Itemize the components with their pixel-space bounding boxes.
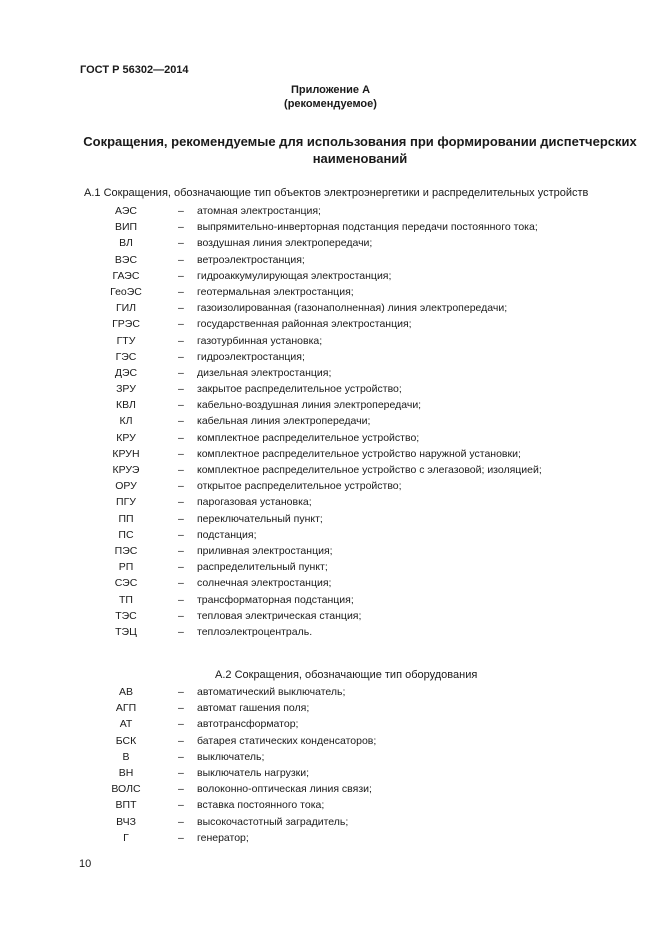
abbreviation-description: кабельно-воздушная линия электропередачи; — [197, 399, 422, 412]
abbreviation-description: комплектное распределительное устройство наружной установки; — [197, 447, 521, 460]
abbreviation: ВЭС — [114, 253, 138, 266]
abbreviation-description: комплектное распределительное устройство; — [197, 431, 420, 444]
annex-subtitle: (рекомендуемое) — [284, 98, 377, 110]
list-item — [0, 559, 661, 575]
list-item — [0, 830, 661, 846]
main-title: Сокращения, рекомендуемые для использования при формировании диспетчерских наименований — [83, 134, 637, 166]
list-item — [0, 316, 661, 332]
dash-separator: – — [178, 561, 184, 574]
abbreviation: ВИП — [114, 221, 138, 234]
abbreviation: ВПТ — [115, 799, 137, 812]
dash-separator: – — [178, 496, 184, 509]
dash-separator: – — [178, 544, 184, 557]
dash-separator: – — [178, 512, 184, 525]
list-item — [0, 527, 661, 543]
abbreviation-description: батарея статических конденсаторов; — [197, 734, 377, 747]
list-item — [0, 284, 661, 300]
abbreviation: КЛ — [119, 415, 133, 428]
dash-separator: – — [178, 383, 184, 396]
dash-separator: – — [178, 734, 184, 747]
abbreviation: ГТУ — [116, 334, 136, 347]
list-item — [0, 203, 661, 219]
abbreviation-description: трансформаторная подстанция; — [197, 593, 354, 606]
dash-separator: – — [178, 783, 184, 796]
abbreviation-description: газотурбинная установка; — [197, 334, 323, 347]
abbreviation: ГИЛ — [115, 302, 137, 315]
list-item — [0, 268, 661, 284]
abbreviation-description: открытое распределительное устройство; — [197, 480, 402, 493]
abbreviation: В — [122, 750, 130, 763]
list-item — [0, 814, 661, 830]
abbreviation-description: теплоэлектроцентраль. — [197, 625, 313, 638]
dash-separator: – — [178, 815, 184, 828]
abbreviation-description: выключатель; — [197, 750, 265, 763]
abbreviation: КРУН — [112, 447, 140, 460]
abbreviation: ПЭС — [114, 544, 138, 557]
abbreviation: ПП — [118, 512, 134, 525]
section-heading-a1: А.1 Сокращения, обозначающие тип объектов электроэнергетики и распределительных устройств — [84, 187, 589, 199]
abbreviation-description: приливная электростанция; — [197, 544, 333, 557]
abbreviation: КВЛ — [116, 399, 136, 412]
dash-separator: – — [178, 577, 184, 590]
abbreviation: БСК — [115, 734, 137, 747]
dash-separator: – — [178, 253, 184, 266]
list-item — [0, 608, 661, 624]
dash-separator: – — [178, 799, 184, 812]
dash-separator: – — [178, 350, 184, 363]
abbreviation-description: тепловая электрическая станция; — [197, 609, 362, 622]
abbreviation-description: воздушная линия электропередачи; — [197, 237, 373, 250]
abbreviation: ВЛ — [119, 237, 133, 250]
abbreviation-description: геотермальная электростанция; — [197, 285, 354, 298]
abbreviation: Г — [123, 831, 129, 844]
abbreviation-description: атомная электростанция; — [197, 205, 321, 217]
list-item — [0, 381, 661, 397]
abbreviation: ПГУ — [116, 496, 136, 509]
abbreviation: ГЭС — [115, 350, 137, 363]
abbreviation-description: ветроэлектростанция; — [197, 253, 305, 266]
abbreviation: КРУ — [116, 431, 136, 444]
abbreviation: ГРЭС — [112, 318, 140, 331]
abbreviation: ТЭС — [115, 609, 137, 622]
list-item — [0, 235, 661, 251]
abbreviation-list-a1 — [0, 203, 661, 640]
abbreviation-description: выпрямительно-инверторная подстанция передачи постоянного тока; — [197, 221, 538, 234]
abbreviation-description: парогазовая установка; — [197, 496, 312, 509]
document-code: ГОСТ Р 56302—2014 — [80, 64, 189, 76]
abbreviation-description: вставка постоянного тока; — [197, 799, 325, 812]
list-item — [0, 349, 661, 365]
abbreviation: ВН — [118, 766, 134, 779]
list-item — [0, 397, 661, 413]
list-item — [0, 575, 661, 591]
list-item — [0, 494, 661, 510]
list-item — [0, 797, 661, 813]
list-item — [0, 333, 661, 349]
dash-separator: – — [178, 302, 184, 315]
abbreviation: РП — [118, 561, 134, 574]
list-item — [0, 413, 661, 429]
list-item — [0, 543, 661, 559]
abbreviation-description: закрытое распределительное устройство; — [197, 383, 402, 396]
annex-title: Приложение А — [290, 84, 371, 96]
dash-separator: – — [178, 366, 184, 379]
list-item — [0, 252, 661, 268]
list-item — [0, 624, 661, 640]
abbreviation: ЗРУ — [116, 383, 136, 396]
list-item — [0, 749, 661, 765]
dash-separator: – — [178, 334, 184, 347]
dash-separator: – — [178, 205, 184, 217]
list-item — [0, 219, 661, 235]
dash-separator: – — [178, 415, 184, 428]
list-item — [0, 446, 661, 462]
dash-separator: – — [178, 609, 184, 622]
abbreviation: ДЭС — [114, 366, 138, 379]
section-heading-a2: А.2 Сокращения, обозначающие тип оборудования — [215, 669, 478, 681]
dash-separator: – — [178, 221, 184, 234]
list-item — [0, 700, 661, 716]
list-item — [0, 462, 661, 478]
abbreviation-description: распределительный пункт; — [197, 561, 328, 574]
list-item — [0, 592, 661, 608]
dash-separator: – — [178, 318, 184, 331]
abbreviation: ВОЛС — [111, 783, 141, 796]
list-item — [0, 430, 661, 446]
dash-separator: – — [178, 528, 184, 541]
abbreviation: ГеоЭС — [110, 285, 142, 298]
dash-separator: – — [178, 399, 184, 412]
abbreviation: АТ — [119, 718, 133, 731]
dash-separator: – — [178, 237, 184, 250]
dash-separator: – — [178, 718, 184, 731]
abbreviation-description: газоизолированная (газонаполненная) линия электропередачи; — [197, 302, 508, 315]
dash-separator: – — [178, 702, 184, 715]
dash-separator: – — [178, 464, 184, 476]
abbreviation: АЭС — [115, 205, 137, 217]
dash-separator: – — [178, 766, 184, 779]
list-item — [0, 733, 661, 749]
abbreviation-description: автотрансформатор; — [197, 718, 299, 731]
list-item — [0, 478, 661, 494]
abbreviation: АГП — [115, 702, 137, 715]
dash-separator: – — [178, 285, 184, 298]
abbreviation: АВ — [118, 686, 133, 698]
list-item — [0, 684, 661, 700]
dash-separator: – — [178, 593, 184, 606]
abbreviation-description: автомат гашения поля; — [197, 702, 310, 715]
list-item — [0, 765, 661, 781]
dash-separator: – — [178, 750, 184, 763]
abbreviation: ТЭЦ — [115, 625, 137, 638]
list-item — [0, 511, 661, 527]
abbreviation: ГАЭС — [112, 269, 140, 282]
abbreviation: СЭС — [114, 577, 138, 590]
list-item — [0, 365, 661, 381]
abbreviation-description: автоматический выключатель; — [197, 686, 346, 698]
list-item — [0, 716, 661, 732]
abbreviation-description: гидроаккумулирующая электростанция; — [197, 269, 392, 282]
abbreviation-description: комплектное распределительное устройство с элегазовой; изоляцией; — [197, 464, 542, 476]
list-item — [0, 781, 661, 797]
dash-separator: – — [178, 447, 184, 460]
abbreviation: КРУЭ — [112, 464, 140, 476]
abbreviation-description: солнечная электростанция; — [197, 577, 332, 590]
dash-separator: – — [178, 625, 184, 638]
abbreviation-description: государственная районная электростанция; — [197, 318, 412, 331]
abbreviation-description: генератор; — [197, 831, 249, 844]
abbreviation-description: высокочастотный заградитель; — [197, 815, 349, 828]
abbreviation-list-a2 — [0, 684, 661, 846]
dash-separator: – — [178, 480, 184, 493]
abbreviation-description: выключатель нагрузки; — [197, 766, 310, 779]
dash-separator: – — [178, 831, 184, 844]
abbreviation-description: гидроэлектростанция; — [197, 350, 305, 363]
list-item — [0, 300, 661, 316]
abbreviation-description: переключательный пункт; — [197, 512, 323, 525]
dash-separator: – — [178, 686, 184, 698]
abbreviation: ОРУ — [115, 480, 137, 493]
abbreviation-description: дизельная электростанция; — [197, 366, 332, 379]
abbreviation: ТП — [119, 593, 133, 606]
abbreviation-description: кабельная линия электропередачи; — [197, 415, 371, 428]
abbreviation-description: волоконно-оптическая линия связи; — [197, 783, 372, 796]
abbreviation-description: подстанция; — [197, 528, 257, 541]
dash-separator: – — [178, 431, 184, 444]
page-number: 10 — [79, 858, 92, 870]
abbreviation: ВЧЗ — [116, 815, 136, 828]
dash-separator: – — [178, 269, 184, 282]
abbreviation: ПС — [118, 528, 134, 541]
